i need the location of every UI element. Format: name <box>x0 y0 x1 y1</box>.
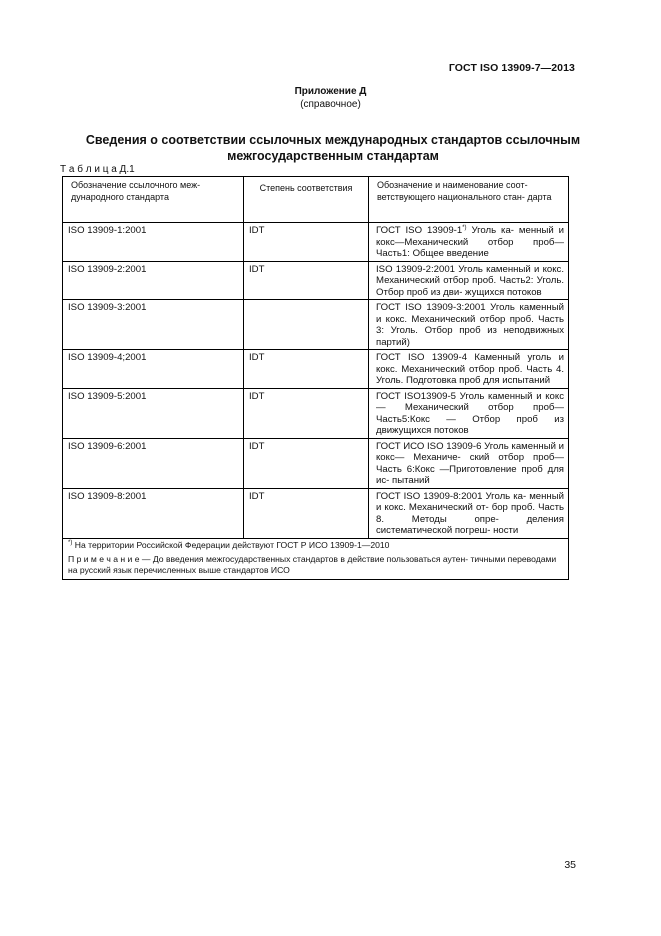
national-standard-cell: ISO 13909-2:2001 Уголь каменный и кокс. Механический отбор проб. Часть2: Уголь. Отбор проб из дви- жущихся потоков <box>369 261 569 300</box>
column-header-degree: Степень соответствия <box>244 177 369 223</box>
degree-cell: IDT <box>244 438 369 488</box>
intl-standard-cell: ISO 13909-5:2001 <box>63 388 244 438</box>
table-notes <box>63 538 569 579</box>
national-standard-cell: ГОСТ ISO 13909-4 Каменный уголь и кокс. Механический отбор проб. Часть 4. Уголь. Подготовка проб для испытаний <box>369 350 569 389</box>
section-title <box>40 132 626 164</box>
footnote <box>68 540 564 551</box>
footnote-text: На территории Российской Федерации действуют ГОСТ Р ИСО 13909-1—2010 <box>74 539 390 550</box>
intl-standard-cell: ISO 13909-3:2001 <box>63 300 244 350</box>
document-code: ГОСТ ISO 13909-7—2013 <box>448 62 575 74</box>
column-header-national: Обозначение и наименование соот- ветствующего национального стан- дарта <box>369 177 569 223</box>
national-standard-cell: ГОСТ ISO 13909-8:2001 Уголь ка- менный и кокс. Механический от- бор проб. Часть 8. Методы опре- деления систематической погреш- ности <box>369 488 569 538</box>
national-standard-cell: ГОСТ ISO13909-5 Уголь каменный и кокс— Механический отбор проб—Часть5:Кокс — Отбор проб из движущихся потоков <box>369 388 569 438</box>
table-row <box>63 223 569 262</box>
correspondence-table <box>62 176 569 580</box>
section-title-line-2: межгосударственным стандартам <box>227 149 439 163</box>
appendix-heading <box>0 85 661 111</box>
intl-standard-cell: ISO 13909-4;2001 <box>63 350 244 389</box>
degree-cell: IDT <box>244 388 369 438</box>
table-header-row <box>63 177 569 223</box>
degree-cell <box>244 300 369 350</box>
table-row <box>63 261 569 300</box>
table-label: Т а б л и ц а Д.1 <box>60 164 135 175</box>
appendix-title: Приложение Д <box>294 86 367 97</box>
section-title-line-1: Сведения о соответствии ссылочных международных стандартов ссылочным <box>85 133 581 147</box>
table-row <box>63 438 569 488</box>
degree-cell: IDT <box>244 261 369 300</box>
table-row <box>63 300 569 350</box>
degree-cell: IDT <box>244 223 369 262</box>
table-note: П р и м е ч а н и е — До введения межгосударственных стандартов в действие пользоваться аутен- тичными переводами на русский язык перечисленных выше стандартов ИСО <box>68 553 557 575</box>
table-footer-row <box>63 538 569 579</box>
footnote-reference: *) <box>462 225 467 231</box>
national-standard-text-cont: Уголь ка- менный и кокс—Механический отбор проб—Часть1: Общее введение <box>376 225 564 259</box>
national-standard-cell: ГОСТ ИСО ISO 13909-6 Уголь каменный и кокс— Механиче- ский отбор проб—Часть 6:Кокс —Приготовление проб для ис- пытаний <box>369 438 569 488</box>
intl-standard-cell: ISO 13909-6:2001 <box>63 438 244 488</box>
intl-standard-cell: ISO 13909-8:2001 <box>63 488 244 538</box>
appendix-subtitle: (справочное) <box>300 99 361 110</box>
page-number: 35 <box>564 859 576 871</box>
intl-standard-cell: ISO 13909-1:2001 <box>63 223 244 262</box>
table-row <box>63 388 569 438</box>
degree-cell: IDT <box>244 488 369 538</box>
table-row <box>63 488 569 538</box>
table-row <box>63 350 569 389</box>
footnote-mark: *) <box>68 539 73 546</box>
national-standard-text: ГОСТ ISO 13909-1 <box>376 225 463 236</box>
national-standard-cell <box>369 223 569 262</box>
national-standard-cell: ГОСТ ISO 13909-3:2001 Уголь каменный и кокс. Механический отбор проб. Часть 3: Уголь. Отбор проб из неподвижных партий) <box>369 300 569 350</box>
intl-standard-cell: ISO 13909-2:2001 <box>63 261 244 300</box>
degree-cell: IDT <box>244 350 369 389</box>
column-header-intl: Обозначение ссылочного меж- дународного стандарта <box>63 177 244 223</box>
